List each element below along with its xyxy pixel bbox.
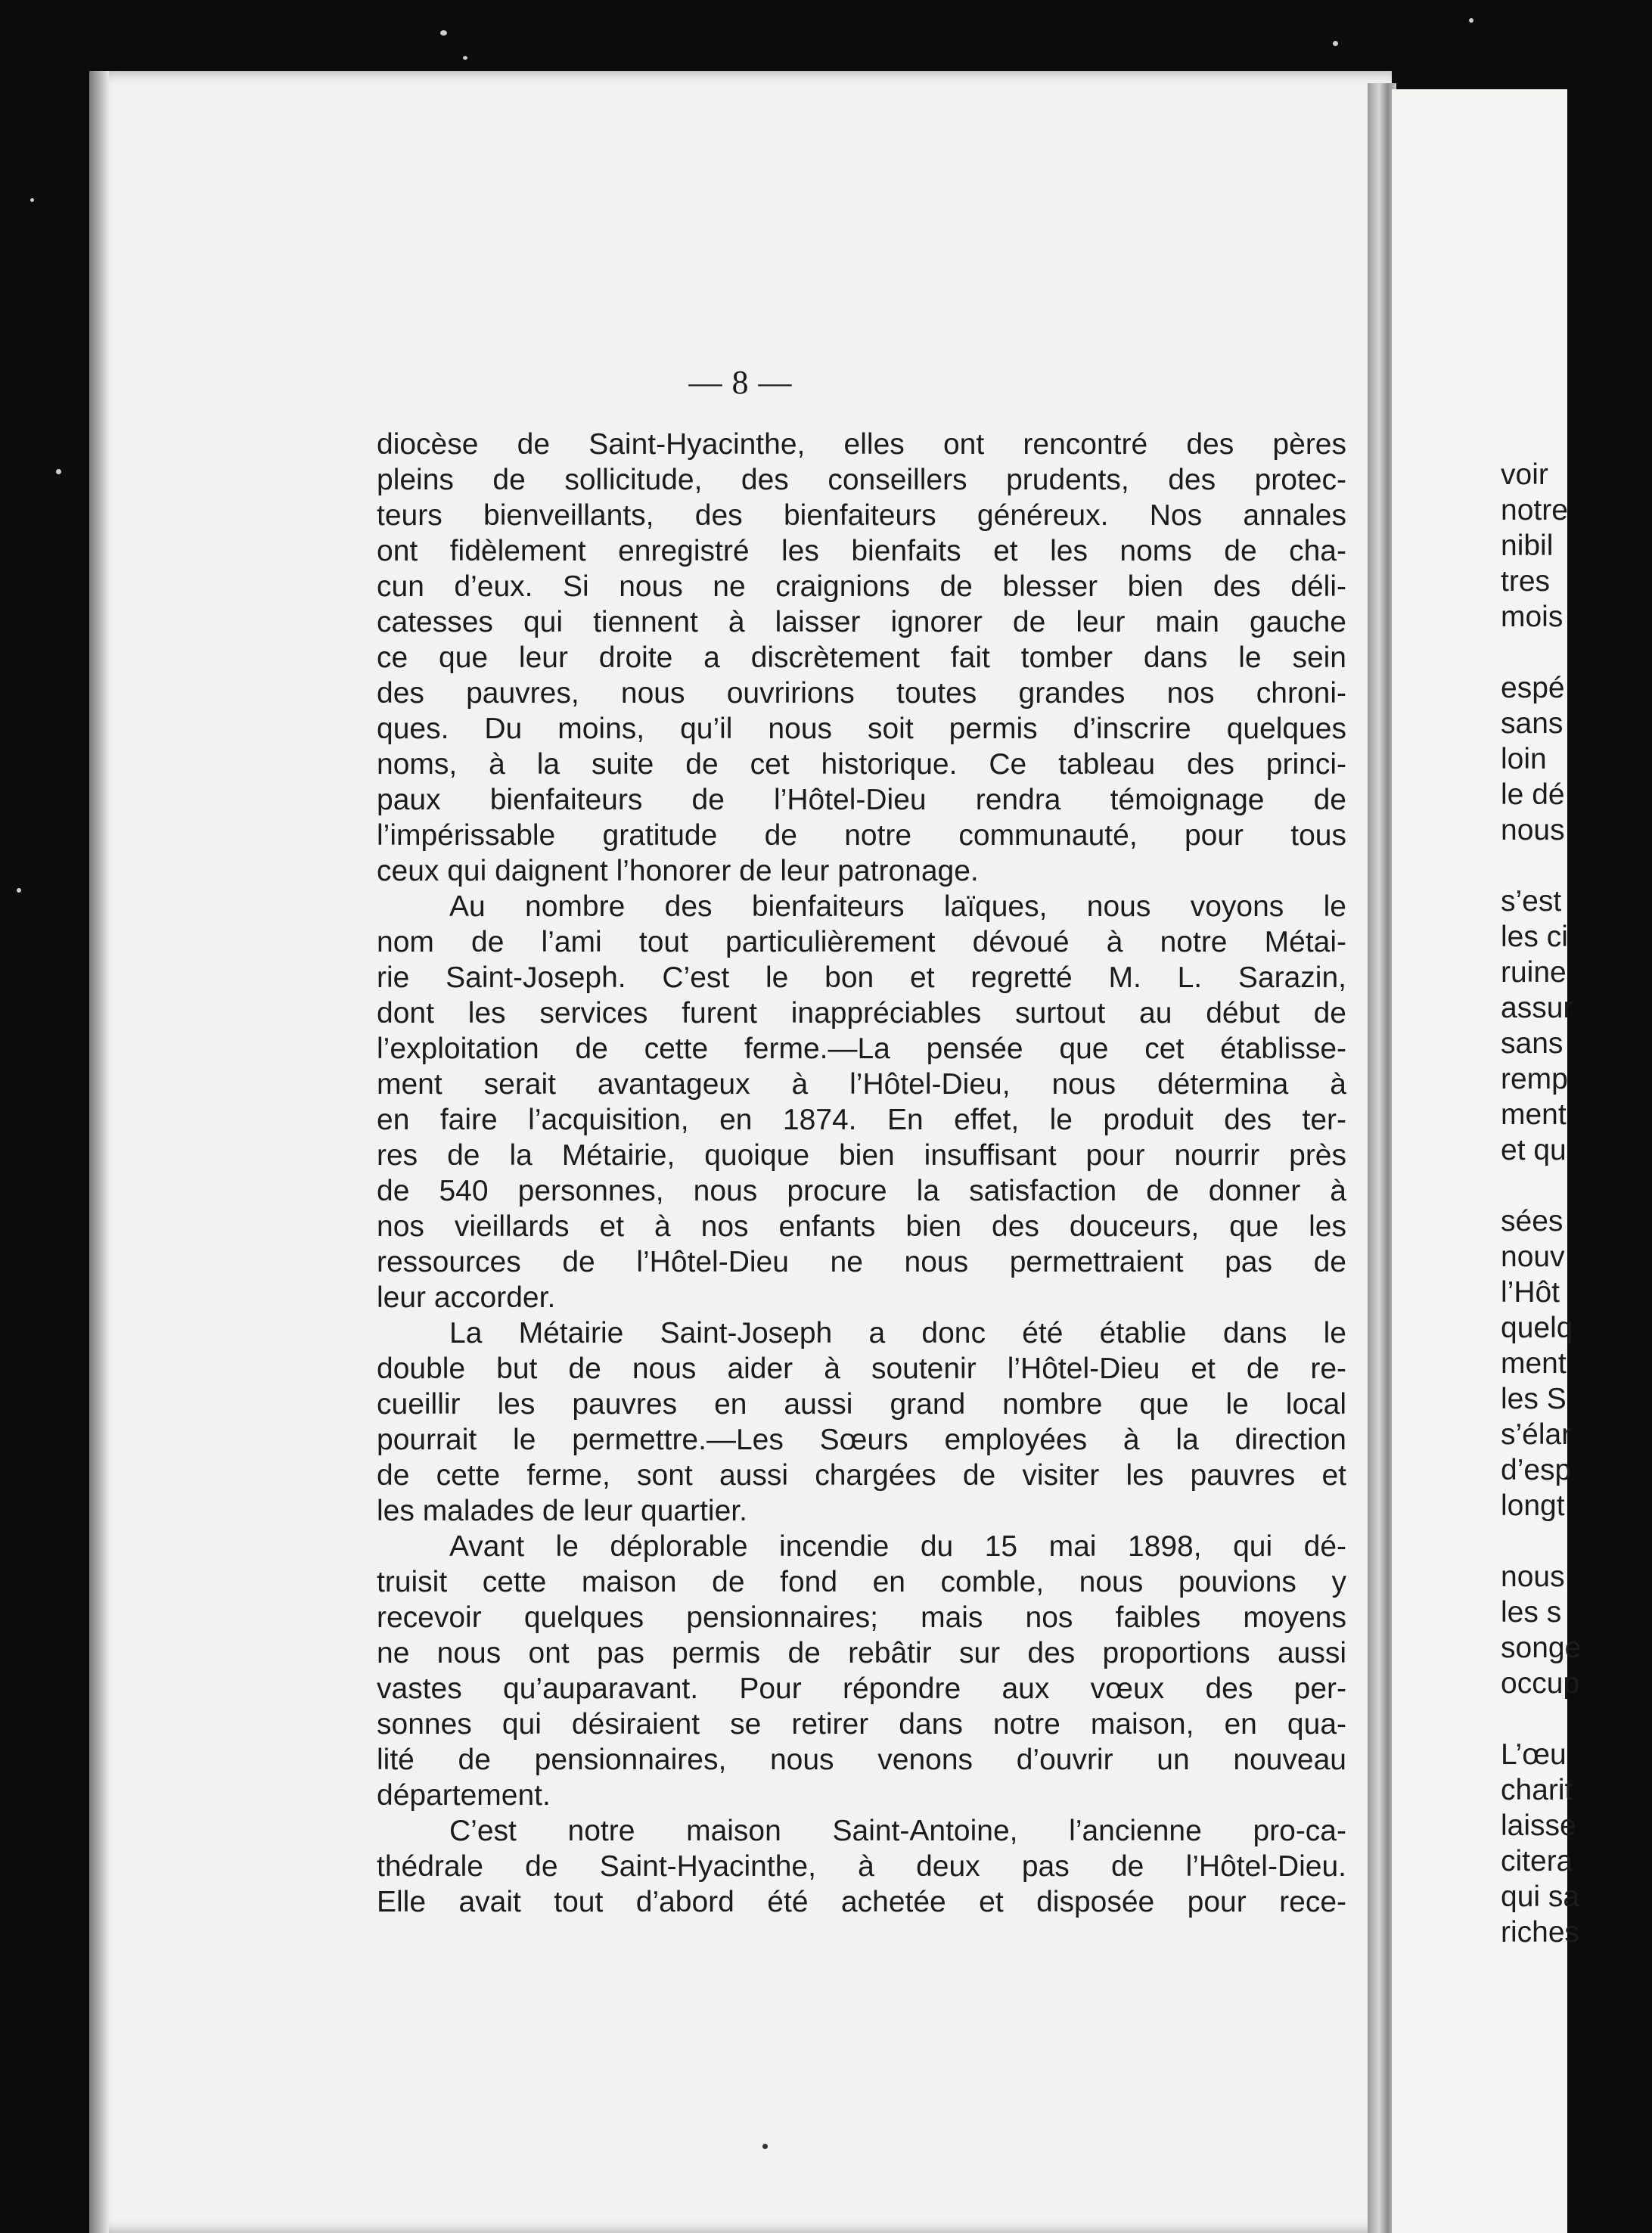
right-page-body (1501, 457, 1652, 1950)
text-line-fragment: mois (1501, 601, 1564, 633)
text-line: teurs bienveillants, des bienfaiteurs généreux. Nos annales (377, 499, 1346, 532)
text-line-fragment (1501, 1701, 1652, 1737)
text-line-fragment: remp (1501, 1063, 1568, 1095)
text-line-fragment: le dé (1501, 778, 1565, 811)
text-line: cueillir les pauvres en aussi grand nombre que le local (377, 1388, 1346, 1421)
text-line-fragment: les S (1501, 1383, 1567, 1415)
text-line: sonnes qui désiraient se retirer dans notre maison, en qua- (377, 1708, 1346, 1741)
text-line: ques. Du moins, qu’il nous soit permis d’inscrire quelques (377, 713, 1346, 745)
text-line-fragment: citera (1501, 1845, 1573, 1877)
text-line: nom de l’ami tout particulièrement dévoué à notre Métai- (377, 926, 1346, 958)
page-number: — 8 — (688, 364, 793, 401)
text-line: des pauvres, nous ouvririons toutes grandes nos chroni- (377, 677, 1346, 710)
text-line: l’impérissable gratitude de notre communauté, pour tous (377, 819, 1346, 852)
text-line-fragment: nous (1501, 1561, 1565, 1593)
scan-speck (1333, 41, 1338, 46)
text-line-fragment: nibil (1501, 530, 1554, 562)
text-line: res de la Métairie, quoique bien insuffisant pour nourrir près (377, 1139, 1346, 1172)
text-line-fragment: occup (1501, 1667, 1580, 1700)
text-line: ce que leur droite a discrètement fait tomber dans le sein (377, 641, 1346, 674)
left-page (89, 71, 1392, 2233)
text-line: l’exploitation de cette ferme.—La pensée que cet établisse- (377, 1033, 1346, 1065)
text-line-fragment: ment (1501, 1347, 1567, 1380)
text-line: catesses qui tiennent à laisser ignorer de leur main gauche (377, 606, 1346, 638)
text-line-fragment: s’élar (1501, 1418, 1572, 1451)
text-line: noms, à la suite de cet historique. Ce tableau des princi- (377, 748, 1346, 781)
text-line-fragment: nous (1501, 814, 1565, 846)
text-line-fragment: laisse (1501, 1809, 1576, 1842)
text-line: Elle avait tout d’abord été achetée et disposée pour rece- (377, 1886, 1346, 1918)
text-line-fragment (1501, 1523, 1652, 1559)
page-mark (762, 2144, 768, 2149)
text-line: ont fidèlement enregistré les bienfaits et les noms de cha- (377, 535, 1346, 567)
text-line: vastes qu’auparavant. Pour répondre aux vœux des per- (377, 1672, 1346, 1705)
text-line-fragment (1501, 1168, 1652, 1203)
text-line-fragment: voir (1501, 458, 1548, 491)
text-line-fragment: et qu (1501, 1134, 1567, 1166)
text-line: de 540 personnes, nous procure la satisfaction de donner à (377, 1175, 1346, 1207)
text-line: cun d’eux. Si nous ne craignions de blesser bien des déli- (377, 570, 1346, 603)
text-line: leur accorder. (377, 1281, 556, 1314)
text-line: Avant le déplorable incendie du 15 mai 1898, qui dé- (449, 1530, 1346, 1563)
scan-speck (1469, 18, 1473, 23)
text-line-fragment: loin (1501, 743, 1547, 775)
text-line: rie Saint-Joseph. C’est le bon et regretté M. L. Sarazin, (377, 961, 1346, 994)
text-line-fragment: riches (1501, 1916, 1580, 1949)
text-line-fragment: charit (1501, 1774, 1573, 1806)
text-line-fragment: tres (1501, 565, 1551, 598)
text-line-fragment: les s (1501, 1596, 1562, 1629)
text-line: pourrait le permettre.—Les Sœurs employées à la direction (377, 1424, 1346, 1456)
text-line-fragment: L’œu (1501, 1738, 1567, 1771)
text-line: les malades de leur quartier. (377, 1495, 747, 1527)
scan-speck (17, 888, 21, 893)
text-line: de cette ferme, sont aussi chargées de visiter les pauvres et (377, 1459, 1346, 1492)
text-line: ceux qui daignent l’honorer de leur patronage. (377, 855, 979, 887)
text-line-fragment: assur (1501, 992, 1573, 1024)
text-line-fragment: sans (1501, 1027, 1564, 1060)
text-line: truisit cette maison de fond en comble, nous pouvions y (377, 1566, 1346, 1598)
scan-speck (56, 469, 61, 474)
text-line-fragment: songe (1501, 1632, 1582, 1664)
text-line-fragment: sées (1501, 1205, 1564, 1238)
text-line-fragment: ruine (1501, 956, 1567, 989)
scan-speck (463, 56, 467, 60)
text-line-fragment: les ci (1501, 921, 1568, 953)
text-line-fragment: l’Hôt (1501, 1276, 1560, 1309)
text-line: pleins de sollicitude, des conseillers prudents, des protec- (377, 464, 1346, 496)
text-line-fragment: espé (1501, 672, 1565, 704)
text-line: paux bienfaiteurs de l’Hôtel-Dieu rendra témoignage de (377, 784, 1346, 816)
text-line-fragment: sans (1501, 707, 1564, 740)
text-line-fragment: s’est (1501, 885, 1562, 918)
text-line-fragment: quelq (1501, 1312, 1573, 1344)
text-line: Au nombre des bienfaiteurs laïques, nous voyons le (449, 890, 1346, 923)
scan-speck (440, 30, 447, 36)
text-line: double but de nous aider à soutenir l’Hôtel-Dieu et de re- (377, 1353, 1346, 1385)
text-line-fragment: notre (1501, 494, 1568, 526)
text-line-fragment: qui sa (1501, 1881, 1580, 1913)
text-line-fragment: ment (1501, 1098, 1567, 1131)
text-line: C’est notre maison Saint-Antoine, l’ancienne pro-ca- (449, 1815, 1346, 1847)
text-line: ment serait avantageux à l’Hôtel-Dieu, nous détermina à (377, 1068, 1346, 1101)
text-line: recevoir quelques pensionnaires; mais nos faibles moyens (377, 1601, 1346, 1634)
scan-speck (30, 198, 34, 202)
text-line-fragment: nouv (1501, 1241, 1565, 1273)
text-line: diocèse de Saint-Hyacinthe, elles ont rencontré des pères (377, 428, 1346, 461)
left-page-body (377, 427, 1346, 1920)
right-page (1392, 89, 1582, 2233)
text-line: dont les services furent inappréciables surtout au début de (377, 997, 1346, 1030)
text-line: La Métairie Saint-Joseph a donc été établie dans le (449, 1317, 1346, 1349)
text-line: nos vieillards et à nos enfants bien des douceurs, que les (377, 1210, 1346, 1243)
text-line-fragment: longt (1501, 1489, 1565, 1522)
text-line-fragment: d’esp (1501, 1454, 1572, 1486)
text-line-fragment (1501, 848, 1652, 884)
text-line: département. (377, 1779, 551, 1812)
text-line: ne nous ont pas permis de rebâtir sur des proportions aussi (377, 1637, 1346, 1669)
text-line: thédrale de Saint-Hyacinthe, à deux pas de l’Hôtel-Dieu. (377, 1850, 1346, 1883)
text-line: lité de pensionnaires, nous venons d’ouvrir un nouveau (377, 1744, 1346, 1776)
text-line: ressources de l’Hôtel-Dieu ne nous permettraient pas de (377, 1246, 1346, 1278)
text-line: en faire l’acquisition, en 1874. En effet, le produit des ter- (377, 1104, 1346, 1136)
text-line-fragment (1501, 635, 1652, 670)
